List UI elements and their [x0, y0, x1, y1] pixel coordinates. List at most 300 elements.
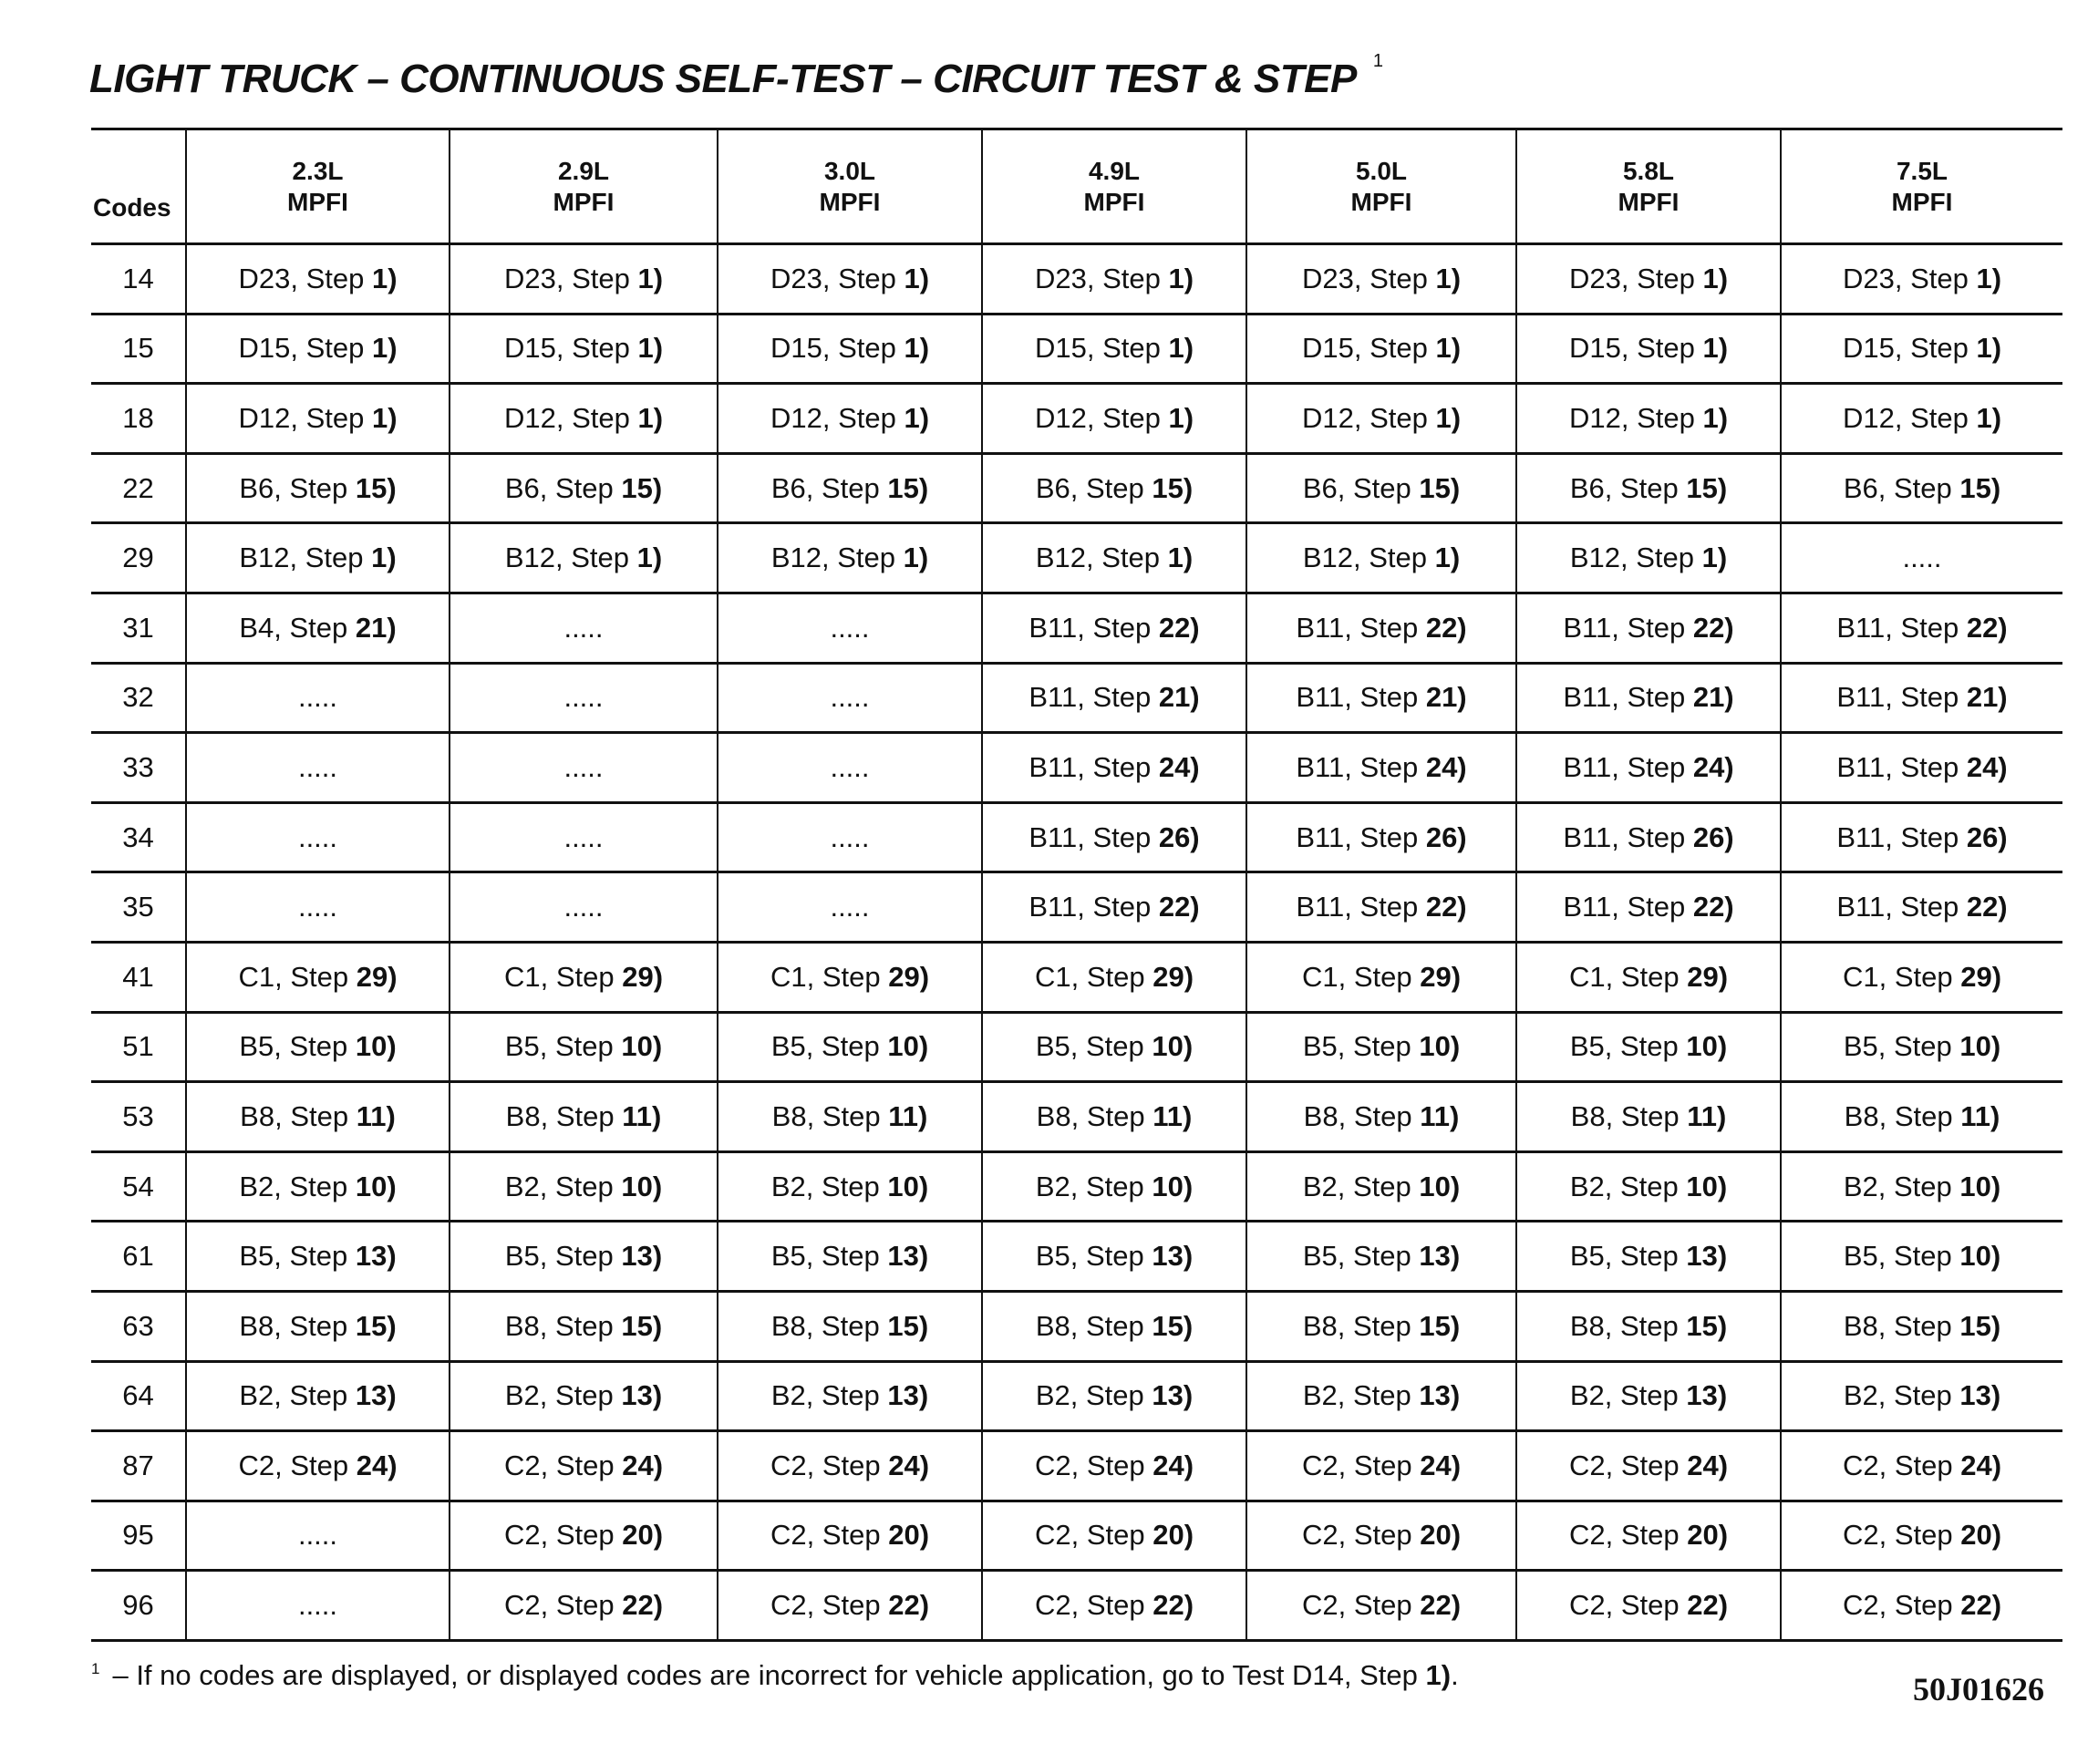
test-step-label: B6, Step: [1302, 471, 1420, 504]
test-step-label: C2, Step: [1034, 1589, 1153, 1622]
test-step-label: C2, Step: [1301, 1519, 1421, 1552]
test-step-label: B11, Step: [1296, 891, 1426, 923]
step-number: 29): [1687, 960, 1729, 993]
test-step-label: C1, Step: [503, 960, 623, 993]
step-number: 13): [1419, 1240, 1461, 1273]
step-cell: [1246, 384, 1516, 454]
table-row: [91, 523, 2062, 593]
step-number: 21): [1692, 681, 1734, 714]
step-cell: [982, 1082, 1246, 1152]
step-cell: [718, 523, 982, 593]
test-step-label: D12, Step: [1568, 401, 1703, 434]
step-cell: [982, 384, 1246, 454]
table-row: [91, 1361, 2062, 1431]
test-step-label: C1, Step: [1842, 960, 1961, 993]
test-step-label: B11, Step: [1028, 820, 1159, 853]
injection-type: MPFI: [1350, 187, 1412, 216]
test-step-label: B8, Step: [1844, 1099, 1961, 1132]
test-step-label: B5, Step: [1302, 1240, 1420, 1273]
step-cell: [982, 1361, 1246, 1431]
test-step-label: C1, Step: [770, 960, 889, 993]
step-cell: [718, 1291, 982, 1361]
step-cell: [1516, 314, 1781, 384]
step-number: 22): [1158, 891, 1200, 923]
test-step-label: B6, Step: [239, 471, 356, 504]
test-step-label: B5, Step: [239, 1240, 356, 1273]
step-cell: .....: [450, 802, 718, 872]
step-number: 20): [1420, 1519, 1462, 1552]
code-cell: 31: [91, 593, 186, 663]
step-cell: .....: [186, 802, 450, 872]
step-number: 10): [1686, 1170, 1728, 1202]
step-number: 15): [355, 1309, 397, 1342]
engine-column-header: [186, 129, 450, 244]
step-cell: [1516, 1291, 1781, 1361]
step-cell: [1781, 1571, 2062, 1641]
step-cell: [1781, 1431, 2062, 1501]
step-number: 24): [1158, 750, 1200, 783]
test-step-label: D23, Step: [1568, 262, 1703, 294]
test-step-label: B11, Step: [1836, 820, 1967, 853]
step-number: 13): [887, 1240, 929, 1273]
step-number: 10): [355, 1030, 397, 1063]
step-cell: [1516, 663, 1781, 733]
step-cell: [186, 1361, 450, 1431]
step-number: 24): [1687, 1449, 1729, 1481]
step-number: 10): [1959, 1030, 2001, 1063]
test-step-label: C2, Step: [1842, 1519, 1961, 1552]
step-cell: [982, 523, 1246, 593]
test-step-label: B2, Step: [1035, 1170, 1153, 1202]
test-step-label: B2, Step: [239, 1379, 356, 1412]
step-number: 15): [1152, 1309, 1194, 1342]
step-number: 15): [1959, 471, 2001, 504]
page-title: [89, 51, 1383, 102]
step-number: 29): [356, 960, 398, 993]
test-step-label: B8, Step: [1570, 1099, 1688, 1132]
footnote-step: 1): [1425, 1659, 1452, 1691]
table-row: [91, 1151, 2062, 1222]
step-number: 24): [1425, 750, 1467, 783]
test-step-label: D12, Step: [770, 401, 904, 434]
step-number: 1): [637, 401, 664, 434]
test-step-label: C2, Step: [1301, 1589, 1421, 1622]
step-cell: [1516, 384, 1781, 454]
test-step-label: B11, Step: [1296, 820, 1426, 853]
step-cell: [186, 384, 450, 454]
engine-size: 5.0L: [1355, 156, 1408, 185]
test-step-label: B5, Step: [770, 1240, 888, 1273]
test-step-label: B8, Step: [1036, 1099, 1153, 1132]
test-step-label: D12, Step: [238, 401, 372, 434]
code-cell: 96: [91, 1571, 186, 1641]
step-number: 10): [1959, 1170, 2001, 1202]
engine-column-header: [718, 129, 982, 244]
step-number: 22): [1420, 1589, 1462, 1622]
step-cell: .....: [450, 593, 718, 663]
step-cell: [1246, 872, 1516, 943]
test-step-label: B2, Step: [1302, 1170, 1420, 1202]
step-number: 24): [888, 1449, 930, 1481]
step-cell: [1781, 1222, 2062, 1292]
step-cell: [718, 1222, 982, 1292]
step-cell: [718, 1501, 982, 1571]
table-row: [91, 384, 2062, 454]
engine-size: 4.9L: [1088, 156, 1141, 185]
step-cell: [1516, 1012, 1781, 1082]
step-number: 1): [903, 542, 929, 574]
test-step-label: C2, Step: [1034, 1519, 1153, 1552]
step-number: 24): [1966, 750, 2008, 783]
test-step-label: B2, Step: [770, 1170, 888, 1202]
step-cell: [1516, 733, 1781, 803]
step-cell: [186, 1222, 450, 1292]
test-step-label: B11, Step: [1836, 750, 1967, 783]
step-cell: [1781, 1501, 2062, 1571]
code-cell: 35: [91, 872, 186, 943]
step-cell: [1516, 1501, 1781, 1571]
step-number: 15): [1152, 471, 1194, 504]
step-number: 13): [621, 1379, 663, 1412]
test-step-label: B2, Step: [1569, 1379, 1687, 1412]
step-number: 13): [1419, 1379, 1461, 1412]
step-number: 15): [1686, 471, 1728, 504]
test-step-label: C2, Step: [1842, 1449, 1961, 1481]
footnote-mark: 1: [91, 1660, 100, 1677]
step-cell: [982, 1012, 1246, 1082]
step-cell: [1781, 593, 2062, 663]
step-number: 24): [1420, 1449, 1462, 1481]
step-cell: [982, 593, 1246, 663]
table-row: [91, 1222, 2062, 1292]
step-cell: [450, 1361, 718, 1431]
table-row: [91, 1431, 2062, 1501]
engine-size: 5.8L: [1622, 156, 1675, 185]
step-number: 26): [1966, 820, 2008, 853]
test-step-label: D23, Step: [1301, 262, 1436, 294]
test-step-label: B11, Step: [1836, 681, 1967, 714]
code-cell: 14: [91, 244, 186, 315]
step-cell: .....: [186, 1501, 450, 1571]
table-row: [91, 1291, 2062, 1361]
step-number: 1): [1168, 332, 1194, 365]
step-cell: [982, 872, 1246, 943]
test-step-label: B8, Step: [770, 1309, 888, 1342]
step-number: 29): [622, 960, 664, 993]
step-cell: [718, 1361, 982, 1431]
table-row: [91, 663, 2062, 733]
step-number: 11): [1420, 1099, 1460, 1132]
step-number: 1): [1167, 542, 1194, 574]
step-cell: .....: [186, 1571, 450, 1641]
table-row: [91, 453, 2062, 523]
step-cell: [718, 1431, 982, 1501]
step-cell: [982, 942, 1246, 1012]
table-row: [91, 802, 2062, 872]
step-number: 1): [637, 332, 664, 365]
test-step-label: C1, Step: [1034, 960, 1153, 993]
test-step-label: C2, Step: [770, 1519, 889, 1552]
step-cell: [1246, 1501, 1516, 1571]
test-step-label: B2, Step: [504, 1379, 622, 1412]
engine-column-header: [982, 129, 1246, 244]
code-cell: 32: [91, 663, 186, 733]
step-cell: [1516, 802, 1781, 872]
document-id: 50J01626: [1913, 1671, 2044, 1707]
test-step-label: C2, Step: [1034, 1449, 1153, 1481]
step-number: 11): [1687, 1099, 1727, 1132]
step-cell: [1516, 244, 1781, 315]
test-step-label: B8, Step: [239, 1309, 356, 1342]
step-cell: [1516, 872, 1781, 943]
test-step-label: B4, Step: [239, 611, 356, 644]
step-number: 24): [1960, 1449, 2002, 1481]
step-number: 20): [888, 1519, 930, 1552]
step-number: 1): [1168, 262, 1194, 294]
step-cell: [450, 1222, 718, 1292]
test-step-label: B8, Step: [240, 1099, 357, 1132]
test-step-label: B5, Step: [504, 1240, 622, 1273]
step-number: 11): [356, 1099, 396, 1132]
step-cell: [1781, 1361, 2062, 1431]
step-cell: [186, 1291, 450, 1361]
step-number: 22): [888, 1589, 930, 1622]
test-step-label: D23, Step: [1842, 262, 1977, 294]
test-step-label: D15, Step: [1568, 332, 1703, 365]
test-step-label: B2, Step: [1843, 1379, 1960, 1412]
test-step-label: D12, Step: [1842, 401, 1977, 434]
table-row: [91, 314, 2062, 384]
step-cell: [1781, 802, 2062, 872]
step-number: 13): [887, 1379, 929, 1412]
step-cell: [1246, 1431, 1516, 1501]
step-number: 15): [355, 471, 397, 504]
step-number: 22): [1425, 611, 1467, 644]
test-step-label: B5, Step: [1843, 1240, 1960, 1273]
step-cell: [718, 244, 982, 315]
test-step-label: B11, Step: [1296, 681, 1426, 714]
step-cell: [1516, 1361, 1781, 1431]
step-number: 15): [1419, 1309, 1461, 1342]
test-step-label: C2, Step: [503, 1519, 623, 1552]
step-cell: [982, 663, 1246, 733]
step-cell: [1781, 733, 2062, 803]
step-cell: [186, 244, 450, 315]
step-number: 29): [888, 960, 930, 993]
footnote-text: – If no codes are displayed, or displayed codes are incorrect for vehicle application, go to Test D14, Step: [112, 1659, 1426, 1691]
step-number: 1): [1168, 401, 1194, 434]
step-cell: [1246, 453, 1516, 523]
step-number: 10): [1152, 1030, 1194, 1063]
engine-size: 3.0L: [823, 156, 876, 185]
test-step-label: D15, Step: [238, 332, 372, 365]
test-step-label: B8, Step: [1303, 1099, 1421, 1132]
test-step-label: B8, Step: [505, 1099, 623, 1132]
test-step-label: B11, Step: [1563, 891, 1693, 923]
step-number: 22): [1425, 891, 1467, 923]
step-cell: .....: [450, 663, 718, 733]
table-row: [91, 1082, 2062, 1152]
step-cell: [186, 1431, 450, 1501]
step-number: 13): [621, 1240, 663, 1273]
step-number: 1): [637, 262, 664, 294]
step-cell: [1781, 663, 2062, 733]
step-cell: [982, 1151, 1246, 1222]
engine-column-header: [1516, 129, 1781, 244]
step-cell: [982, 733, 1246, 803]
table-row: [91, 733, 2062, 803]
step-number: 11): [622, 1099, 662, 1132]
test-step-label: B12, Step: [770, 542, 904, 574]
step-number: 13): [355, 1240, 397, 1273]
step-number: 10): [621, 1030, 663, 1063]
step-number: 10): [1419, 1170, 1461, 1202]
test-step-label: B12, Step: [1302, 542, 1435, 574]
test-step-label: B6, Step: [770, 471, 888, 504]
title-footnote-mark: 1: [1372, 51, 1383, 72]
step-number: 20): [1960, 1519, 2002, 1552]
step-number: 15): [1686, 1309, 1728, 1342]
step-cell: [186, 1151, 450, 1222]
step-cell: [1246, 1222, 1516, 1292]
step-cell: [1516, 453, 1781, 523]
code-cell: 53: [91, 1082, 186, 1152]
step-cell: [1781, 942, 2062, 1012]
code-cell: 87: [91, 1431, 186, 1501]
step-number: 15): [1959, 1309, 2001, 1342]
step-cell: [1516, 1151, 1781, 1222]
test-step-label: B5, Step: [504, 1030, 622, 1063]
step-cell: [718, 314, 982, 384]
test-step-label: B8, Step: [504, 1309, 622, 1342]
step-number: 10): [355, 1170, 397, 1202]
table-row: [91, 1012, 2062, 1082]
step-cell: .....: [450, 872, 718, 943]
step-cell: .....: [718, 802, 982, 872]
step-number: 1): [371, 401, 398, 434]
step-cell: [450, 1291, 718, 1361]
self-test-table: [91, 128, 2062, 1642]
step-number: 1): [1976, 332, 2002, 365]
step-number: 13): [355, 1379, 397, 1412]
step-number: 1): [1701, 542, 1728, 574]
step-cell: [718, 384, 982, 454]
step-number: 1): [371, 262, 398, 294]
step-cell: [1246, 314, 1516, 384]
test-step-label: B2, Step: [1035, 1379, 1153, 1412]
step-cell: .....: [186, 872, 450, 943]
test-step-label: D12, Step: [503, 401, 638, 434]
code-cell: 95: [91, 1501, 186, 1571]
step-cell: [186, 1012, 450, 1082]
test-step-label: B11, Step: [1563, 611, 1693, 644]
test-step-label: B11, Step: [1563, 750, 1693, 783]
step-number: 11): [1153, 1099, 1193, 1132]
test-step-label: B5, Step: [1035, 1240, 1153, 1273]
step-number: 26): [1692, 820, 1734, 853]
step-number: 22): [1692, 891, 1734, 923]
table-row: [91, 942, 2062, 1012]
footnote-end: .: [1451, 1659, 1459, 1691]
step-cell: [1516, 1222, 1781, 1292]
step-number: 20): [622, 1519, 664, 1552]
step-cell: [1246, 942, 1516, 1012]
step-cell: [1246, 244, 1516, 315]
test-step-label: B11, Step: [1028, 681, 1159, 714]
code-cell: 41: [91, 942, 186, 1012]
step-cell: [1246, 802, 1516, 872]
step-cell: [186, 593, 450, 663]
test-step-label: D15, Step: [770, 332, 904, 365]
step-number: 10): [621, 1170, 663, 1202]
step-number: 1): [1702, 332, 1729, 365]
step-cell: [450, 1012, 718, 1082]
step-number: 1): [1435, 262, 1462, 294]
test-step-label: C2, Step: [1842, 1589, 1961, 1622]
step-cell: [1516, 1571, 1781, 1641]
step-number: 22): [1960, 1589, 2002, 1622]
test-step-label: B5, Step: [1035, 1030, 1153, 1063]
step-cell: [1781, 1291, 2062, 1361]
test-step-label: B11, Step: [1028, 611, 1159, 644]
test-step-label: B5, Step: [1569, 1240, 1687, 1273]
step-cell: [1516, 1431, 1781, 1501]
step-cell: [718, 1151, 982, 1222]
injection-type: MPFI: [1891, 187, 1953, 216]
step-cell: [1781, 1082, 2062, 1152]
step-cell: [1781, 314, 2062, 384]
step-number: 1): [904, 401, 930, 434]
step-number: 1): [904, 332, 930, 365]
test-step-label: B5, Step: [1569, 1030, 1687, 1063]
step-number: 22): [1692, 611, 1734, 644]
step-cell: [1246, 1291, 1516, 1361]
code-cell: 51: [91, 1012, 186, 1082]
step-number: 13): [1959, 1379, 2001, 1412]
test-step-label: B12, Step: [1569, 542, 1702, 574]
test-step-label: B8, Step: [771, 1099, 889, 1132]
test-step-label: D23, Step: [503, 262, 638, 294]
test-step-label: B6, Step: [1569, 471, 1687, 504]
test-step-label: B2, Step: [1302, 1379, 1420, 1412]
step-number: 21): [1966, 681, 2008, 714]
step-number: 13): [1686, 1240, 1728, 1273]
engine-column-header: [1781, 129, 2062, 244]
step-cell: [450, 1082, 718, 1152]
step-cell: [1781, 384, 2062, 454]
test-step-label: C2, Step: [1568, 1589, 1688, 1622]
test-step-label: B5, Step: [1302, 1030, 1420, 1063]
step-number: 20): [1687, 1519, 1729, 1552]
step-cell: .....: [450, 733, 718, 803]
step-cell: [450, 1501, 718, 1571]
step-number: 24): [356, 1449, 398, 1481]
step-cell: [450, 1151, 718, 1222]
step-cell: [982, 1571, 1246, 1641]
test-step-label: B6, Step: [1843, 471, 1960, 504]
test-step-label: C2, Step: [238, 1449, 357, 1481]
step-number: 24): [622, 1449, 664, 1481]
test-step-label: B8, Step: [1035, 1309, 1153, 1342]
step-cell: [450, 453, 718, 523]
code-cell: 33: [91, 733, 186, 803]
step-number: 1): [1435, 401, 1462, 434]
step-cell: [450, 384, 718, 454]
step-cell: [1781, 244, 2062, 315]
code-cell: 63: [91, 1291, 186, 1361]
test-step-label: B11, Step: [1028, 891, 1159, 923]
test-step-label: B5, Step: [239, 1030, 356, 1063]
